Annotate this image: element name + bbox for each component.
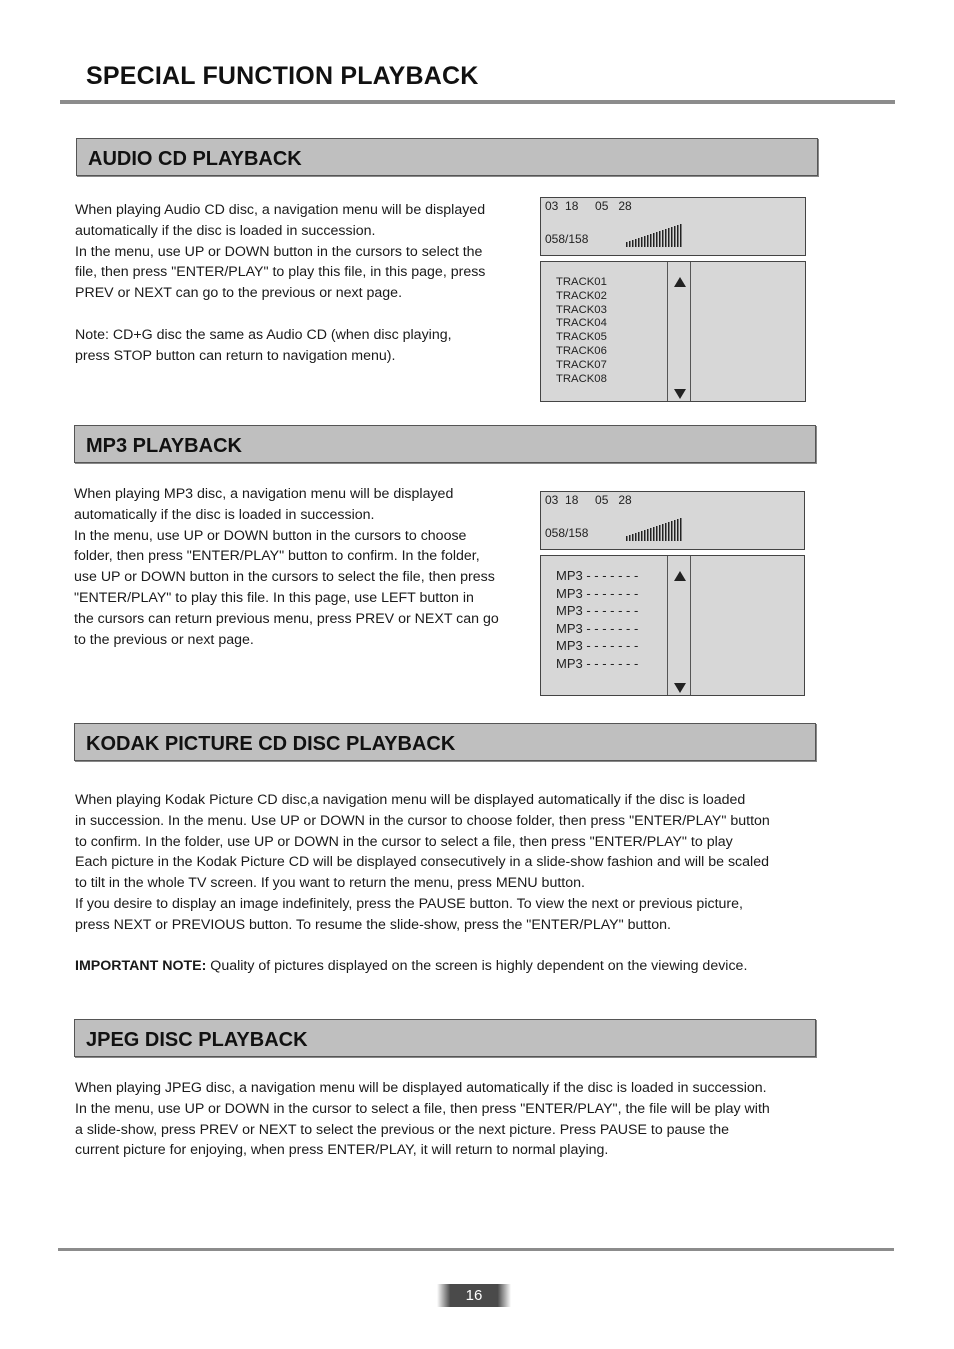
important-note bbox=[75, 956, 770, 977]
text-line: "ENTER/PLAY" to play this file. In this page, use LEFT button in bbox=[74, 589, 474, 606]
volume-bars-icon bbox=[626, 224, 686, 248]
audio-cd-track-menu bbox=[540, 261, 806, 402]
section-heading-label: JPEG DISC PLAYBACK bbox=[86, 1029, 308, 1051]
scrollbar[interactable] bbox=[667, 556, 691, 695]
list-item[interactable]: TRACK06 bbox=[556, 344, 607, 357]
text-line: automatically if the disc is loaded in succession. bbox=[75, 222, 376, 239]
section-heading-mp3 bbox=[74, 425, 816, 463]
text-line: a slide-show, press PREV or NEXT to select the previous or the next picture. Press PAUSE to pause the bbox=[75, 1121, 729, 1138]
page-number: 16 bbox=[465, 1287, 483, 1304]
text-line: to tilt in the whole TV screen. If you want to return the menu, press MENU button. bbox=[75, 875, 585, 892]
list-item[interactable]: TRACK07 bbox=[556, 358, 607, 371]
playback-time: 03 18 05 28 bbox=[545, 199, 632, 213]
paragraph-gap bbox=[75, 936, 770, 957]
section-heading-label: KODAK PICTURE CD DISC PLAYBACK bbox=[86, 733, 456, 755]
jpeg-description bbox=[75, 1078, 770, 1161]
note-label: IMPORTANT NOTE: bbox=[75, 958, 207, 975]
text-line: In the menu, use UP or DOWN button in the cursors to select the bbox=[75, 243, 483, 260]
text-line: folder, then press "ENTER/PLAY" button to confirm. In the folder, bbox=[74, 548, 480, 565]
text-line: press NEXT or PREVIOUS button. To resume the slide-show, press the "ENTER/PLAY" button. bbox=[75, 916, 671, 933]
list-item[interactable]: MP3 - - - - - - - bbox=[556, 603, 639, 619]
text-line: When playing JPEG disc, a navigation menu will be displayed automatically if the disc is loaded in succession. bbox=[75, 1080, 767, 1096]
list-item[interactable]: TRACK02 bbox=[556, 289, 607, 302]
section-heading-label: AUDIO CD PLAYBACK bbox=[88, 148, 302, 170]
text-line: If you desire to display an image indefinitely, press the PAUSE button. To view the next or previous picture, bbox=[75, 895, 743, 912]
track-counter: 058/158 bbox=[545, 526, 589, 540]
section-heading-audio-cd bbox=[76, 138, 818, 176]
scroll-down-icon[interactable] bbox=[674, 683, 686, 693]
audio-cd-status-panel bbox=[540, 197, 806, 256]
list-item[interactable]: MP3 - - - - - - - bbox=[556, 638, 639, 654]
text-line: to confirm. In the folder, use UP or DOWN in the cursor to select a file, then press "ENTER/PLAY" to play bbox=[75, 833, 733, 850]
mp3-file-menu bbox=[540, 555, 805, 696]
page-title: SPECIAL FUNCTION PLAYBACK bbox=[86, 62, 479, 90]
text-line: file, then press "ENTER/PLAY" to play this file, in this page, press bbox=[75, 264, 486, 281]
list-item[interactable]: TRACK03 bbox=[556, 303, 607, 316]
section-heading-label: MP3 PLAYBACK bbox=[86, 435, 242, 457]
file-list bbox=[556, 567, 638, 673]
text-line: current picture for enjoying, when press ENTER/PLAY, it will return to normal playing. bbox=[75, 1142, 609, 1159]
mp3-status-panel bbox=[540, 491, 805, 550]
mp3-description bbox=[74, 484, 499, 650]
scroll-up-icon[interactable] bbox=[674, 277, 686, 287]
kodak-description bbox=[75, 790, 770, 977]
list-item[interactable]: MP3 - - - - - - - bbox=[556, 568, 639, 583]
text-line: use UP or DOWN button in the cursors to select the file, then press bbox=[74, 569, 495, 586]
text-line: the cursors can return previous menu, press PREV or NEXT can go bbox=[74, 610, 499, 627]
text-line: in succession. In the menu. Use UP or DOWN in the cursor to choose folder, then press "ENTER/PLAY" button bbox=[75, 812, 770, 829]
scrollbar[interactable] bbox=[667, 262, 691, 401]
list-item[interactable]: TRACK01 bbox=[556, 276, 607, 288]
text-line: to the previous or next page. bbox=[74, 631, 254, 648]
text-line: automatically if the disc is loaded in succession. bbox=[74, 506, 375, 523]
note-text: Quality of pictures displayed on the screen is highly dependent on the viewing device. bbox=[206, 958, 748, 975]
text-line: press STOP button can return to navigation menu). bbox=[75, 347, 396, 364]
scroll-up-icon[interactable] bbox=[674, 571, 686, 581]
list-item[interactable]: TRACK08 bbox=[556, 372, 607, 385]
track-list bbox=[556, 276, 607, 386]
text-line: When playing Kodak Picture CD disc,a navigation menu will be displayed automatically if the disc is loaded bbox=[75, 792, 746, 808]
section-heading-kodak bbox=[74, 723, 816, 761]
list-item[interactable]: TRACK04 bbox=[556, 317, 607, 330]
text-line: Each picture in the Kodak Picture CD will be displayed consecutively in a slide-show fashion and will be scaled bbox=[75, 854, 769, 871]
text-line: PREV or NEXT can go to the previous or next page. bbox=[75, 285, 403, 302]
text-line: Note: CD+G disc the same as Audio CD (when disc playing, bbox=[75, 326, 452, 343]
track-counter: 058/158 bbox=[545, 232, 589, 246]
list-item[interactable]: MP3 - - - - - - - bbox=[556, 585, 639, 601]
paragraph-gap bbox=[75, 304, 485, 325]
list-item[interactable]: MP3 - - - - - - - bbox=[556, 655, 639, 671]
footer-divider bbox=[58, 1248, 894, 1251]
section-heading-jpeg bbox=[74, 1019, 816, 1057]
volume-bars-icon bbox=[626, 518, 686, 542]
playback-time: 03 18 05 28 bbox=[545, 493, 632, 507]
list-item[interactable]: MP3 - - - - - - - bbox=[556, 620, 639, 636]
title-divider bbox=[60, 100, 895, 104]
text-line: When playing MP3 disc, a navigation menu will be displayed bbox=[74, 486, 454, 502]
list-item[interactable]: TRACK05 bbox=[556, 331, 607, 344]
scroll-down-icon[interactable] bbox=[674, 389, 686, 399]
text-line: In the menu, use UP or DOWN in the cursor to select a file, then press "ENTER/PLAY", the file will be play with bbox=[75, 1100, 770, 1117]
text-line: When playing Audio CD disc, a navigation menu will be displayed bbox=[75, 202, 486, 218]
audio-cd-description bbox=[75, 200, 485, 366]
page-number-badge bbox=[437, 1284, 511, 1307]
text-line: In the menu, use UP or DOWN button in the cursors to choose bbox=[74, 527, 467, 544]
